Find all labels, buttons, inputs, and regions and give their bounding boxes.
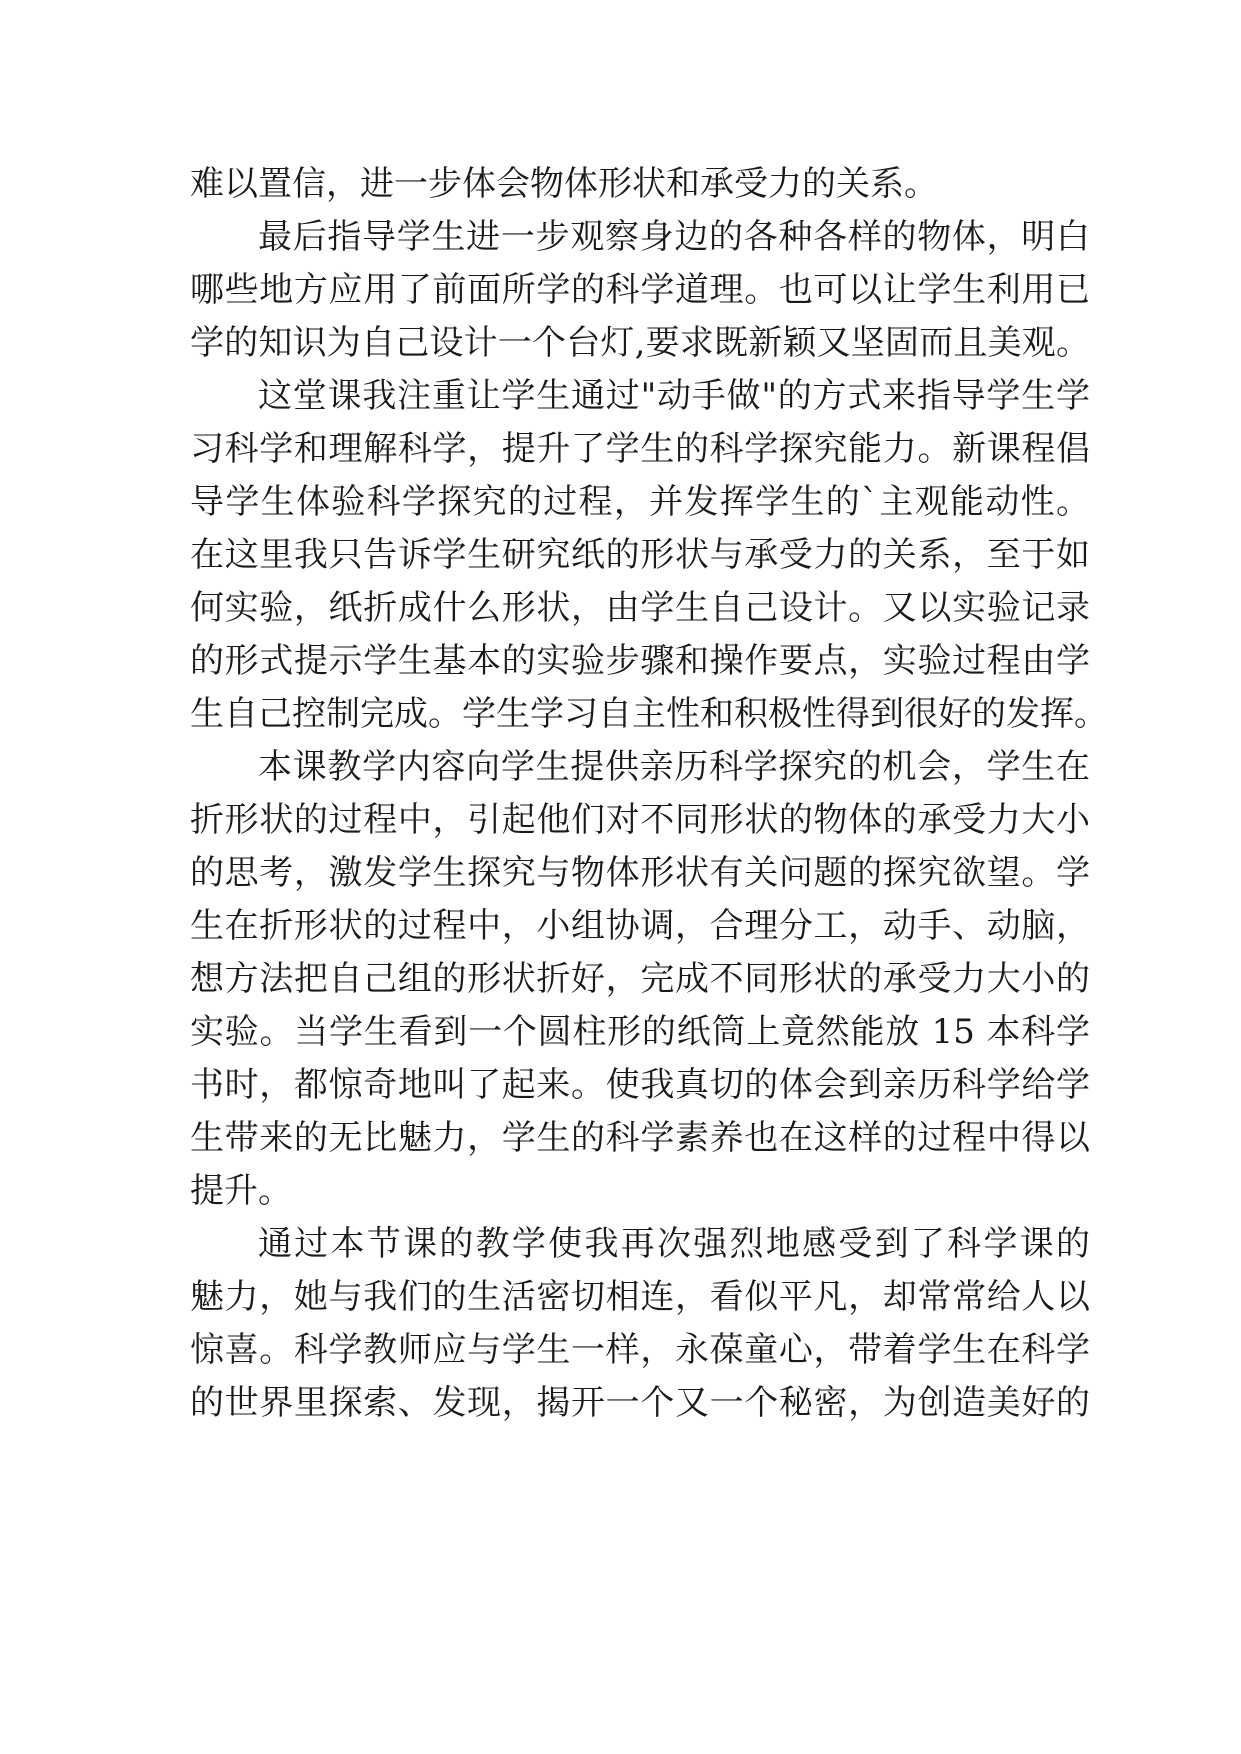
text-line: 惊喜。科学教师应与学生一样，永葆童心，带着学生在科学 xyxy=(190,1330,1090,1370)
paragraph-first-line: 本课教学内容向学生提供亲历科学探究的机会，学生在 xyxy=(258,747,1090,787)
text-line: 提升。 xyxy=(190,1171,292,1211)
paragraph-first-line: 通过本节课的教学使我再次强烈地感受到了科学课的 xyxy=(258,1224,1090,1264)
text-line: 实验。当学生看到一个圆柱形的纸筒上竟然能放 15 本科学 xyxy=(190,1012,1090,1052)
text-line: 难以置信，进一步体会物体形状和承受力的关系。 xyxy=(190,164,938,204)
text-line: 折形状的过程中，引起他们对不同形状的物体的承受力大小 xyxy=(190,800,1090,840)
document-body xyxy=(190,158,1108,1430)
text-line: 习科学和理解科学，提升了学生的科学探究能力。新课程倡 xyxy=(190,429,1090,469)
text-line: 何实验，纸折成什么形状，由学生自己设计。又以实验记录 xyxy=(190,588,1090,628)
text-line: 在这里我只告诉学生研究纸的形状与承受力的关系，至于如 xyxy=(190,535,1090,575)
text-line: 学的知识为自己设计一个台灯,要求既新颖又坚固而且美观。 xyxy=(190,323,1090,363)
text-line: 魅力，她与我们的生活密切相连，看似平凡，却常常给人以 xyxy=(190,1277,1090,1317)
text-line: 的形式提示学生基本的实验步骤和操作要点，实验过程由学 xyxy=(190,641,1090,681)
text-line: 书时，都惊奇地叫了起来。使我真切的体会到亲历科学给学 xyxy=(190,1065,1090,1105)
text-line: 的世界里探索、发现，揭开一个又一个秘密，为创造美好的 xyxy=(190,1383,1090,1423)
text-line: 生带来的无比魅力，学生的科学素养也在这样的过程中得以 xyxy=(190,1118,1090,1158)
text-line: 生自己控制完成。学生学习自主性和积极性得到很好的发挥。 xyxy=(190,694,1108,734)
text-line: 的思考，激发学生探究与物体形状有关问题的探究欲望。学 xyxy=(190,853,1090,893)
paragraph-first-line: 这堂课我注重让学生通过"动手做"的方式来指导学生学 xyxy=(258,376,1090,416)
text-line: 导学生体验科学探究的过程，并发挥学生的`主观能动性。 xyxy=(190,482,1090,522)
paragraph-first-line: 最后指导学生进一步观察身边的各种各样的物体，明白 xyxy=(258,217,1090,257)
text-line: 想方法把自己组的形状折好，完成不同形状的承受力大小的 xyxy=(190,959,1090,999)
text-line: 生在折形状的过程中，小组协调，合理分工，动手、动脑， xyxy=(190,906,1090,946)
text-line: 哪些地方应用了前面所学的科学道理。也可以让学生利用已 xyxy=(190,270,1090,310)
